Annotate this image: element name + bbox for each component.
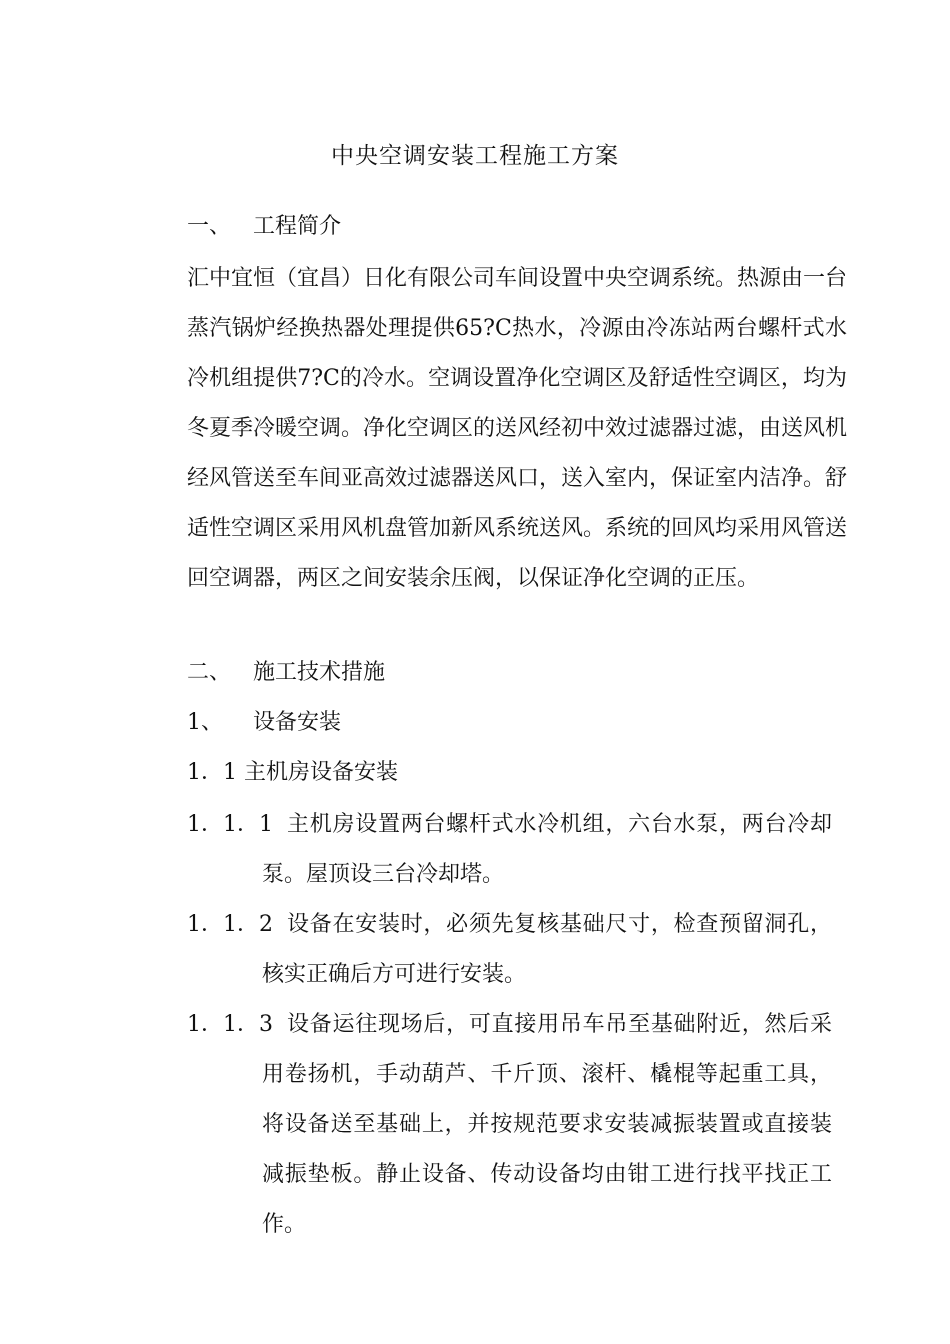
section-title: 工程简介 [253,214,342,239]
section-heading-technical-measures [187,658,385,688]
section-number: 一、 [187,214,232,239]
section-title: 施工技术措施 [253,660,386,685]
list-item [187,1000,837,1250]
subsection-title: 设备安装 [253,710,342,735]
section-heading-overview [187,212,341,242]
subsection-number: 1、 [187,710,223,735]
subsection-heading-equipment-installation [187,708,341,738]
subsection-heading-machine-room: 1．1 主机房设备安装 [187,760,398,785]
item-number: 1．1．2 [187,912,273,937]
list-item [187,800,837,900]
item-number: 1．1．1 [187,812,273,837]
item-text: 主机房设置两台螺杆式水冷机组，六台水泵，两台冷却泵。屋顶设三台冷却塔。 [262,812,832,887]
list-item [187,900,837,1000]
item-number: 1．1．3 [187,1012,273,1037]
section-number: 二、 [187,660,232,685]
item-text: 设备在安装时，必须先复核基础尺寸，检查预留洞孔，核实正确后方可进行安装。 [262,912,832,987]
overview-paragraph: 汇中宜恒（宜昌）日化有限公司车间设置中央空调系统。热源由一台蒸汽锅炉经换热器处理提供65?C热水，冷源由冷冻站两台螺杆式水冷机组提供7?C的冷水。空调设置净化空调区及舒适性空调区，均为冬夏季冷暖空调。净化空调区的送风经初中效过滤器过滤，由送风机经风管送至车间亚高效过滤器送风口，送入室内，保证室内洁净。舒适性空调区采用风机盘管加新风系统送风。系统的回风均采用风管送回空调器，两区之间安装余压阀，以保证净化空调的正压。 [187,266,848,591]
document-title: 中央空调安装工程施工方案 [331,143,619,169]
item-text: 设备运往现场后，可直接用吊车吊至基础附近，然后采用卷扬机，手动葫芦、千斤顶、滚杆、橇棍等起重工具，将设备送至基础上，并按规范要求安装减振装置或直接装减振垫板。静止设备、传动设备均由钳工进行找平找正工作。 [262,1012,832,1237]
